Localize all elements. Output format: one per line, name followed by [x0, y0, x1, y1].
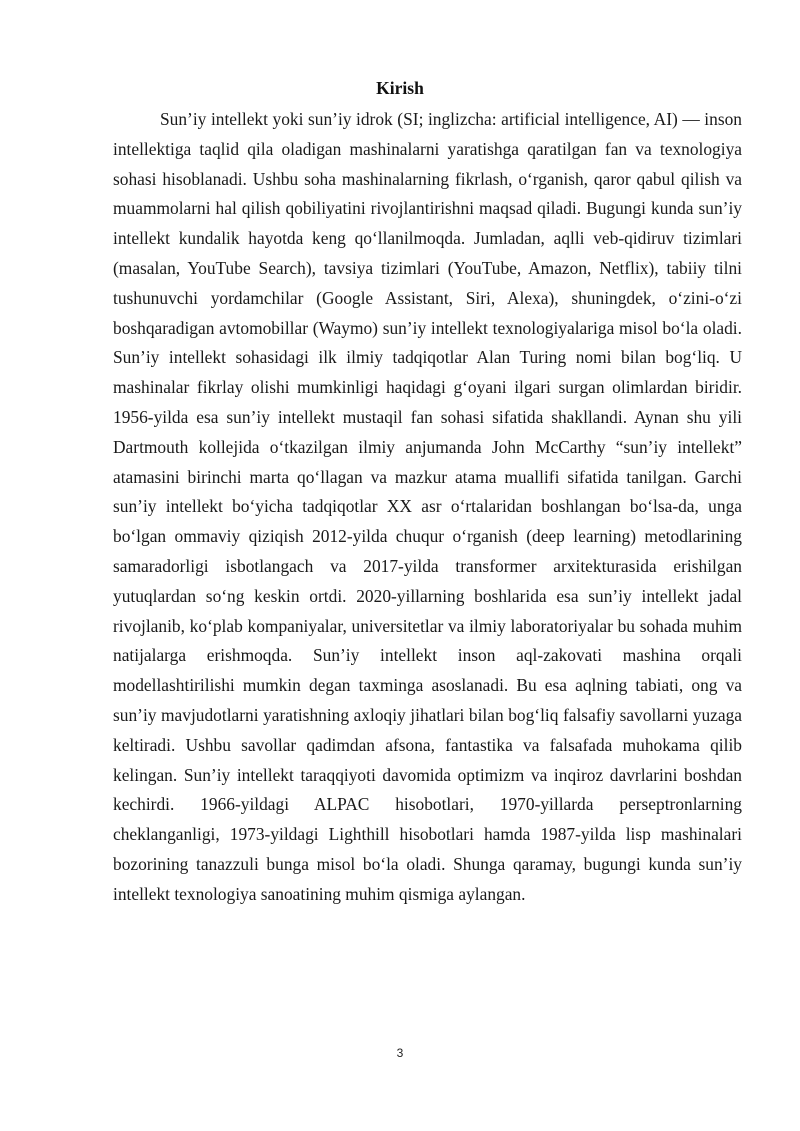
page-number: 3	[396, 1046, 404, 1060]
section-heading: Kirish	[376, 78, 424, 98]
body-paragraph: Sun’iy intellekt yoki sun’iy idrok (SI; inglizcha: artificial intelligence, AI) — inson intellektiga taqlid qila oladigan mashinalarni yaratishga qaratilgan fan va texnologiya sohasi hisoblanadi. Ushbu soha mashinalarning fikrlash, o‘rganish, qaror qabul qilish va muammolarni hal qilish qobiliyatini rivojlantirishni maqsad qiladi. Bugungi kunda sun’iy intellekt kundalik hayotda keng qo‘llanilmoqda. Jumladan, aqlli veb-qidiruv tizimlari (masalan, YouTube Search), tavsiya tizimlari (YouTube, Amazon, Netflix), tabiiy tilni tushunuvchi yordamchilar (Google Assistant, Siri, Alexa), shuningdek, o‘zini-o‘zi boshqaradigan avtomobillar (Waymo) sun’iy intellekt texnologiyalariga misol bo‘la oladi. Sun’iy intellekt sohasidagi ilk ilmiy tadqiqotlar Alan Turing nomi bilan bog‘liq. U mashinalar fikrlay olishi mumkinligi haqidagi g‘oyani ilgari surgan olimlardan biridir. 1956-yilda esa sun’iy intellekt mustaqil fan sohasi sifatida shakllandi. Aynan shu yili Dartmouth kollejida o‘tkazilgan ilmiy anjumanda John McCarthy “sun’iy intellekt” atamasini birinchi marta qo‘llagan va mazkur atama muallifi sifatida tanilgan. Garchi sun’iy intellekt bo‘yicha tadqiqotlar XX asr o‘rtalaridan boshlangan bo‘lsa-da, unga bo‘lgan ommaviy qiziqish 2012-yilda chuqur o‘rganish (deep learning) metodlarining samaradorligi isbotlangach va 2017-yilda transformer arxitekturasida erishilgan yutuqlardan so‘ng keskin ortdi. 2020-yillarning boshlarida esa sun’iy intellekt jadal rivojlanib, ko‘plab kompaniyalar, universitetlar va ilmiy laboratoriyalar bu sohada muhim natijalarga erishmoqda. Sun’iy intellekt inson aql-zakovati mashina orqali modellashtirilishi mumkin degan taxminga asoslanadi. Bu esa aqlning tabiati, ong va sun’iy mavjudotlarni yaratishning axloqiy jihatlari bilan bog‘liq falsafiy savollarni yuzaga keltiradi. Ushbu savollar qadimdan afsona, fantastika va falsafada muhokama qilib kelingan. Sun’iy intellekt taraqqiyoti davomida optimizm va inqiroz davrlarini boshdan kechirdi. 1966-yildagi ALPAC hisobotlari, 1970-yillarda perseptronlarning cheklanganligi, 1973-yildagi Lighthill hisobotlari hamda 1987-yilda lisp mashinalari bozorining tanazzuli bunga misol bo‘la oladi. Shunga qaramay, bugungi kunda sun’iy intellekt texnologiya sanoatining muhim qismiga aylangan.	[113, 109, 742, 904]
